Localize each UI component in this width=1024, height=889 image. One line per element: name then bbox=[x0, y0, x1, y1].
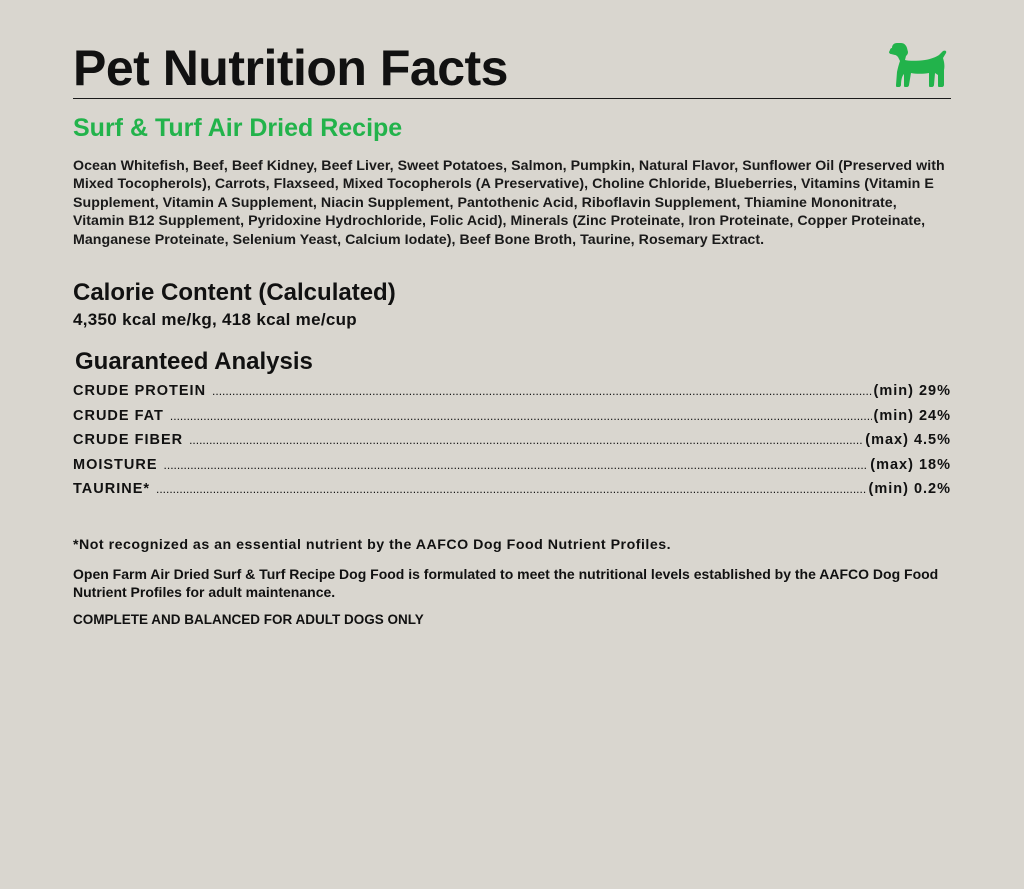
dot-leader bbox=[156, 482, 866, 496]
dot-leader bbox=[212, 384, 871, 398]
ingredients-list: Ocean Whitefish, Beef, Beef Kidney, Beef Liver, Sweet Potatoes, Salmon, Pumpkin, Natural Flavor, Sunflower Oil (Preserved with Mixed Tocopherols), Carrots, Flaxseed, Mixed Tocopherols (A Preservative), Choline Chloride, Blueberries, Vitamins (Vitamin E Supplement, Vitamin A Supplement, Niacin Supplement, Pantothenic Acid, Riboflavin Supplement, Thiamine Mononitrate, Vitamin B12 Supplement, Pyridoxine Hydrochloride, Folic Acid), Minerals (Zinc Proteinate, Iron Proteinate, Copper Proteinate, Manganese Proteinate, Selenium Yeast, Calcium Iodate), Beef Bone Broth, Taurine, Rosemary Extract. bbox=[73, 158, 945, 248]
complete-balanced-note: COMPLETE AND BALANCED FOR ADULT DOGS ONLY bbox=[73, 612, 424, 627]
dot-leader bbox=[189, 433, 863, 447]
analysis-row-moisture bbox=[73, 457, 951, 482]
analysis-label: CRUDE FAT bbox=[73, 407, 164, 424]
dot-leader bbox=[164, 458, 869, 472]
calorie-heading: Calorie Content (Calculated) bbox=[73, 279, 396, 307]
aafco-statement: Open Farm Air Dried Surf & Turf Recipe Dog Food is formulated to meet the nutritional levels established by the AAFCO Dog Food Nutrient Profiles for adult maintenance. bbox=[73, 566, 939, 600]
analysis-value: (max) 18% bbox=[870, 456, 951, 473]
analysis-row-crude-protein bbox=[73, 383, 951, 408]
calorie-value: 4,350 kcal me/kg, 418 kcal me/cup bbox=[73, 310, 357, 330]
analysis-heading: Guaranteed Analysis bbox=[75, 348, 313, 376]
analysis-row-crude-fat bbox=[73, 408, 951, 433]
analysis-label: CRUDE FIBER bbox=[73, 432, 184, 449]
recipe-name: Surf & Turf Air Dried Recipe bbox=[73, 114, 403, 142]
analysis-value: (min) 29% bbox=[873, 383, 951, 400]
analysis-label: MOISTURE bbox=[73, 456, 158, 473]
analysis-row-taurine bbox=[73, 481, 951, 506]
page-title: Pet Nutrition Facts bbox=[73, 40, 508, 96]
taurine-footnote: *Not recognized as an essential nutrient by the AAFCO Dog Food Nutrient Profiles. bbox=[73, 537, 672, 553]
analysis-value: (min) 24% bbox=[873, 407, 951, 424]
dog-icon bbox=[889, 42, 951, 88]
analysis-table bbox=[73, 383, 951, 506]
analysis-label: CRUDE PROTEIN bbox=[73, 383, 207, 400]
header bbox=[73, 0, 951, 99]
analysis-row-crude-fiber bbox=[73, 432, 951, 457]
dot-leader bbox=[170, 409, 872, 423]
analysis-value: (min) 0.2% bbox=[868, 481, 951, 498]
analysis-value: (max) 4.5% bbox=[865, 432, 951, 449]
analysis-label: TAURINE* bbox=[73, 481, 151, 498]
